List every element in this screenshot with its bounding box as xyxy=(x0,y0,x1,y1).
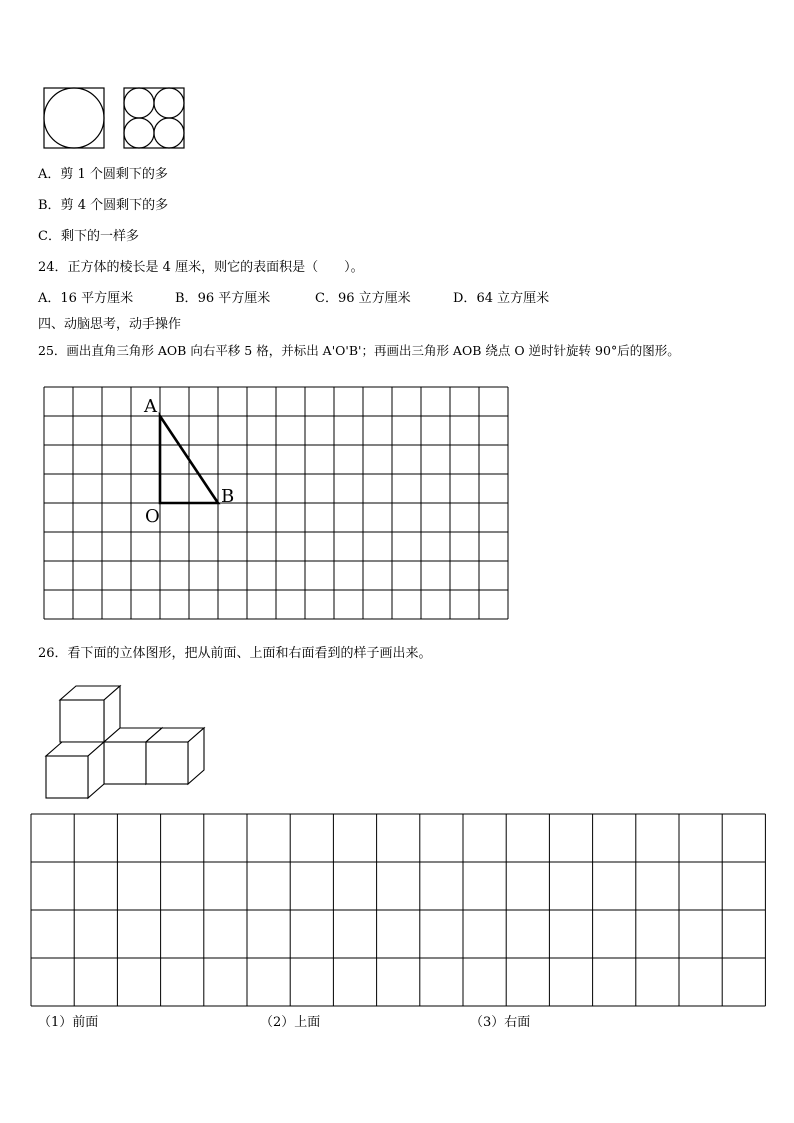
q25-stem: 25．画出直角三角形 AOB 向右平移 5 格，并标出 A'O'B'；再画出三角形 AOB 绕点 O 逆时针旋转 90°后的图形。 xyxy=(38,343,680,358)
option-letter: C． xyxy=(38,229,61,244)
q26-stem: 26．看下面的立体图形，把从前面、上面和右面看到的样子画出来。 xyxy=(38,646,432,661)
q23-option-b xyxy=(38,198,168,214)
option-text: 剩下的一样多 xyxy=(60,229,139,244)
option-letter: D． xyxy=(453,291,477,306)
label-a: A xyxy=(144,396,157,417)
label-b: B xyxy=(221,486,235,507)
option-letter: C． xyxy=(315,291,338,306)
option-text: 64 立方厘米 xyxy=(476,291,550,306)
q24-option-c xyxy=(315,291,411,307)
grid-lines xyxy=(44,387,508,619)
section-title: 四、动脑思考，动手操作 xyxy=(38,317,182,332)
option-text: 剪 1 个圆剩下的多 xyxy=(60,167,168,182)
q23-option-a xyxy=(38,167,168,183)
option-letter: B． xyxy=(38,198,61,213)
option-letter: A． xyxy=(38,291,61,306)
q25-grid xyxy=(43,386,513,626)
cube-structure-figure xyxy=(44,684,214,804)
q24-option-a xyxy=(38,291,133,307)
one-circle-figure xyxy=(43,87,107,151)
q24-option-b xyxy=(175,291,270,307)
option-text: 96 平方厘米 xyxy=(197,291,271,306)
grid-lines xyxy=(31,814,765,1006)
q24-stem: 24．正方体的棱长是 4 厘米，则它的表面积是（ ）。 xyxy=(38,260,364,275)
caption-front: （1）前面 xyxy=(38,1015,99,1030)
caption-right: （3）右面 xyxy=(470,1015,531,1030)
q26-answer-grid xyxy=(30,813,766,1007)
option-text: 16 平方厘米 xyxy=(60,291,134,306)
option-text: 96 立方厘米 xyxy=(337,291,411,306)
q24-option-d xyxy=(453,291,549,307)
q23-option-c xyxy=(38,229,139,245)
option-letter: B． xyxy=(175,291,198,306)
caption-top: （2）上面 xyxy=(260,1015,321,1030)
option-text: 剪 4 个圆剩下的多 xyxy=(60,198,169,213)
option-letter: A． xyxy=(38,167,61,182)
label-o: O xyxy=(145,506,160,527)
four-circles-figure xyxy=(123,87,187,151)
